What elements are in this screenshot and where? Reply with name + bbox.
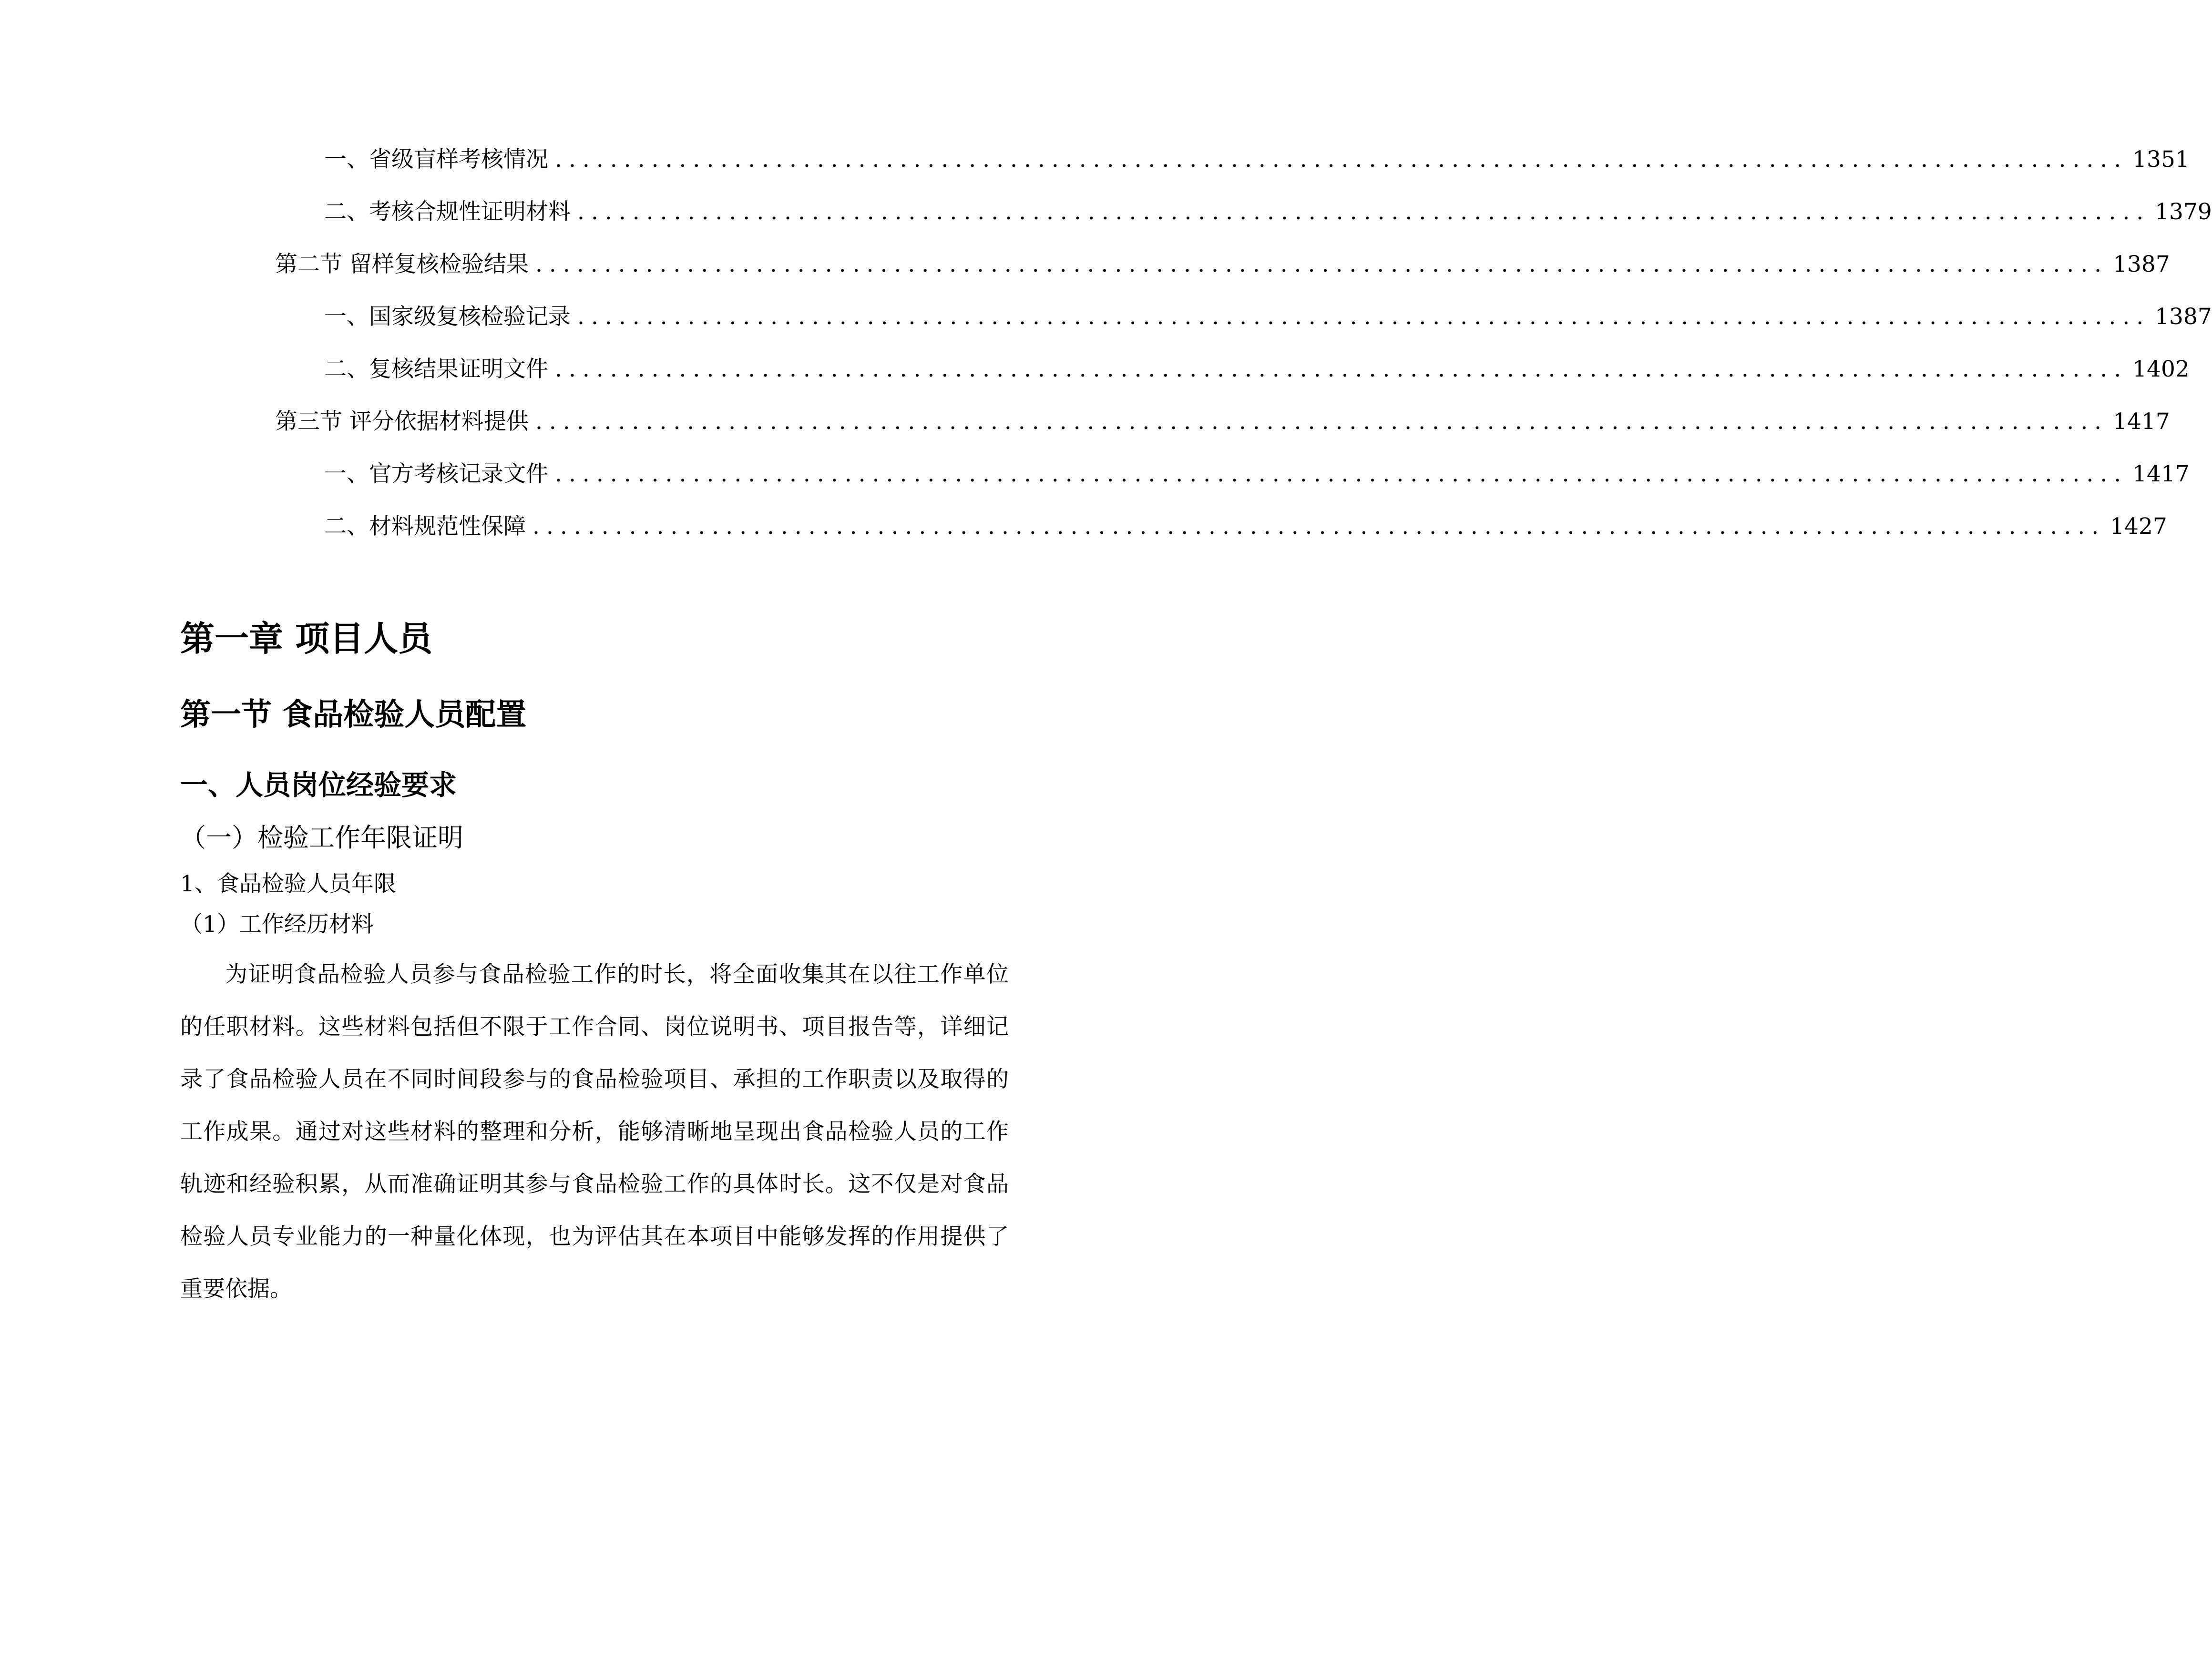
toc-entry-title: 复核结果证明文件 [369,356,548,382]
toc-entry[interactable] [324,353,2190,386]
toc-entry-title: 国家级复核检验记录 [369,304,571,330]
subsection-title: 一、人员岗位经验要求 [180,769,457,801]
toc-leader-dots: .................................................................................................................. [535,251,2109,277]
toc-entry[interactable] [324,195,2212,229]
toc-entry-page: 1402 [2132,356,2190,382]
subitem-title: （1）工作经历材料 [180,911,374,938]
toc-leader-dots: .................................................................................................................. [577,199,2151,225]
item-title: 1、食品检验人员年限 [180,871,396,897]
toc-entry-page: 1387 [2155,304,2212,330]
toc-entry-page: 1427 [2110,513,2167,540]
toc-entry-title: 第三节 评分依据材料提供 [275,408,529,435]
toc-entry-title: 考核合规性证明材料 [369,199,571,225]
body-paragraph: 为证明食品检验人员参与食品检验工作的时长，将全面收集其在以往工作单位的任职材料。这些材料包括但不限于工作合同、岗位说明书、项目报告等，详细记录了食品检验人员在不同时间段参与的食品检验项目、承担的工作职责以及取得的工作成果。通过对这些材料的整理和分析，能够清晰地呈现出食品检验人员的工作轨迹和经验积累，从而准确证明其参与食品检验工作的具体时长。这不仅是对食品检验人员专业能力的一种量化体现，也为评估其在本项目中能够发挥的作用提供了重要依据。 [180,961,1009,1302]
toc-leader-dots: .................................................................................................................. [577,304,2151,330]
toc-entry-title: 省级盲样考核情况 [369,146,548,173]
toc-entry-page: 1387 [2113,251,2170,277]
toc-entry-number: 一、 [324,304,369,330]
toc-entry[interactable] [275,248,2170,281]
toc-leader-dots: .................................................................................................................. [533,513,2106,540]
toc-entry-number: 一、 [324,461,369,487]
toc-entry-title: 材料规范性保障 [369,513,526,540]
toc-entry-number: 二、 [324,513,369,540]
toc-entry[interactable] [324,300,2212,334]
toc-entry-page: 1379 [2155,199,2212,225]
section-title: 第一节 食品检验人员配置 [180,697,527,733]
toc-entry-page: 1417 [2132,461,2190,487]
toc-entry[interactable] [324,458,2190,491]
toc-leader-dots: .................................................................................................................. [555,461,2128,487]
toc-leader-dots: .................................................................................................................. [555,146,2128,173]
toc-entry[interactable] [275,405,2170,438]
toc-entry-number: 二、 [324,356,369,382]
sub-subsection-title: （一）检验工作年限证明 [180,823,463,853]
toc-entry-title: 第二节 留样复核检验结果 [275,251,529,277]
toc-entry-number: 一、 [324,146,369,173]
toc-entry-page: 1417 [2113,408,2170,435]
toc-entry-number: 二、 [324,199,369,225]
toc-entry[interactable] [324,510,2167,543]
toc-leader-dots: .................................................................................................................. [535,408,2109,435]
chapter-title: 第一章 项目人员 [180,619,433,659]
toc-leader-dots: .................................................................................................................. [555,356,2128,382]
toc-entry[interactable] [324,143,2190,176]
toc-entry-page: 1351 [2132,146,2190,173]
toc-entry-title: 官方考核记录文件 [369,461,548,487]
